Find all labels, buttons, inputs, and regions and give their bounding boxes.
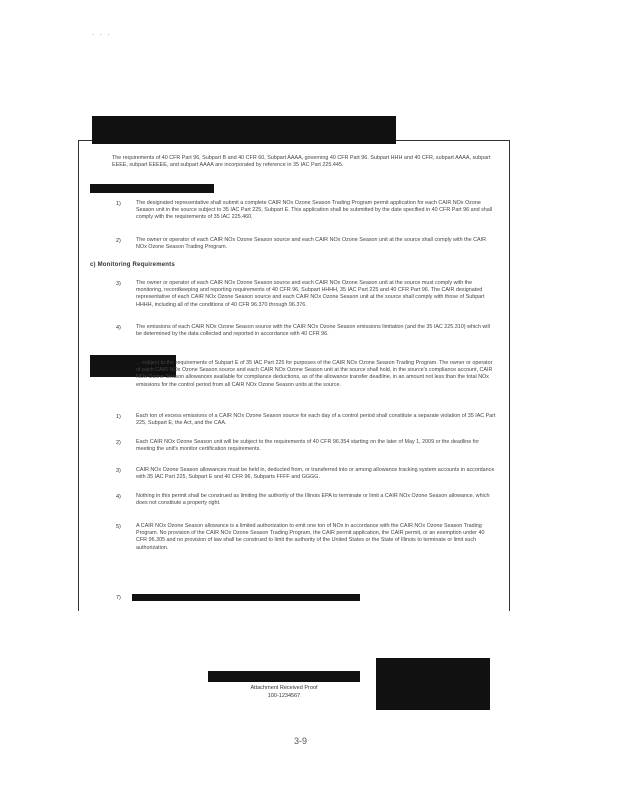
para-number: 4): [116, 325, 121, 331]
para-number: 1): [116, 414, 121, 420]
footer-caption-id: 100-1234567: [267, 693, 301, 699]
para-number: 2): [116, 238, 121, 244]
intro-paragraph: The requirements of 40 CFR Part 96, Subpart B and 40 CFR 60, Subpart AAAA, governing 40 CFR Part 96. Subpart HHH and 40 CFR, subpart AAAA, subpart EEEE, subpart EEEEE, and subpart AAAA are incorporated by reference in 35 IAC Part 225.445.: [112, 155, 491, 169]
redacted-title-bar: [92, 116, 396, 144]
para-number: 3): [116, 468, 121, 474]
redacted-heading-1: [90, 184, 214, 193]
footer-caption: Attachment Received Proof: [250, 685, 318, 691]
para-number: 4): [116, 494, 121, 500]
paragraph: The emissions of each CAIR NOx Ozone Season source with the CAIR NOx Ozone Season emissions limitation (and the 35 IAC 225.310) which will be determined by the data collected and reported in accordance with 40 CFR 96.: [136, 324, 490, 338]
para-number: 7): [116, 595, 121, 601]
redacted-name-line: [208, 671, 360, 682]
paragraph: CAIR NOx Ozone Season allowances must be held in, deducted from, or transferred into or among allowance tracking system accounts in accordance with 35 IAC Part 225, Subpart E and 40 CFR 96, Subparts FFFF and GGGG.: [136, 467, 495, 481]
paragraph: Each CAIR NOx Ozone Season unit will be subject to the requirements of 40 CFR 96.354 starting on the later of May 1, 2009 or the deadline for meeting the unit's monitor certification requirements.: [136, 439, 480, 453]
para-number: 1): [116, 201, 121, 207]
paragraph: The designated representative shall submit a complete CAIR NOx Ozone Season Trading Program permit application for each CAIR NOx Ozone Season unit in the source subject to 35 IAC Part 225, Subpart E. This application shall be submitted by the date specified in 40 CFR Part 96 and shall comply with the requirements of 35 IAC 225.460.: [136, 200, 493, 221]
page-number: 3-9: [294, 736, 308, 746]
para-number: 2): [116, 440, 121, 446]
section-heading: c) Monitoring Requirements: [90, 262, 175, 268]
paragraph: Each ton of excess emissions of a CAIR NOx Ozone Season source for each day of a control period shall constitute a separate violation of 35 IAC Part 225, Subpart E, the Act, and the CAA.: [136, 413, 496, 427]
paragraph: A CAIR NOx Ozone Season allowance is a limited authorization to emit one ton of NOx in accordance with the CAIR NOx Ozone Season Trading Program. No provision of the CAIR NOx Ozone Season Trading Program, the CAIR permit application, the CAIR permit, or an exemption under 40 CFR 96.305 and no provision of law shall be construed to limit the authority of the United States or the State of Illinois to terminate or limit such authorization.: [136, 523, 485, 551]
paragraph: The owner or operator of each CAIR NOx Ozone Season source and each CAIR NOx Ozone Season unit at the source shall comply with the CAIR NOx Ozone Season Trading Program.: [136, 237, 486, 251]
paragraph: Nothing in this permit shall be construed as limiting the authority of the Illinois EPA to terminate or limit a CAIR NOx Ozone Season allowance, which does not constitute a property right.: [136, 493, 490, 507]
redacted-line: [132, 594, 360, 601]
para-number: 5): [116, 524, 121, 530]
paragraph: ... subject to the requirements of Subpart E of 35 IAC Part 225 for purposes of the CAIR NOx Ozone Season Trading Program. The owner or operator of each CAIR NOx Ozone Season source and each CAIR NOx Ozone Season unit at the source shall hold, in the source's compliance account, CAIR NOx Ozone Season allowances available for compliance deductions, as of the allowance transfer deadline, in an amount not less than the total NOx emissions for the control period from all CAIR NOx Ozone Season units at the source.: [136, 360, 493, 388]
header-mark: . . .: [92, 30, 112, 37]
paragraph: The owner or operator of each CAIR NOx Ozone Season source and each CAIR NOx Ozone Season unit at the source must comply with the monitoring, recordkeeping and reporting requirements of 40 CFR 96, Subpart HHHH, 35 IAC Part 225 and 40 CFR Part 96. The CAIR designated representative of each CAIR NOx Ozone Season source and each CAIR NOx Ozone Season unit at the source shall comply with those of Subpart HHHH, including all of the conditions of 40 CFR 96.370 through 96.376.: [136, 280, 485, 308]
para-number: 3): [116, 281, 121, 287]
redacted-signature-block: [376, 658, 490, 710]
